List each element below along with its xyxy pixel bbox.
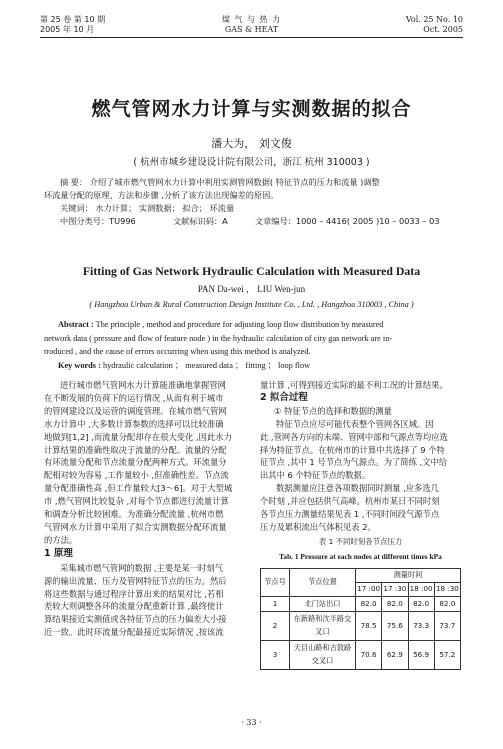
table-cell-value: 57.2 (434, 641, 460, 670)
text-line: 计算结果的准确性取决于流量的分配。流量的分配 (44, 444, 227, 455)
text-line: 地做到[1,2] ,而流量分配却存在很大变化 ,因此水力 (44, 431, 232, 442)
pressure-table (260, 568, 461, 670)
table-cell-value: 73.3 (408, 612, 434, 641)
table-header-time: 测量时间 (356, 568, 461, 582)
principle-paragraph (44, 562, 244, 639)
table-cell-node-loc: 北门站出口 (290, 596, 356, 612)
text-line: 差较大则调整各环的流量分配重新计算 ,最终使计 (44, 601, 224, 612)
table-cell-node-loc: 东新路和沈半路交叉口 (290, 612, 356, 641)
text-line: 采集城市燃气管网的数据 ,主要是某一时刻气 (60, 562, 223, 573)
keywords-en: hydraulic calculation ； measured data ； fitting ； loop flow (102, 360, 311, 370)
table-cell-node-loc: 天目山路和古敦路交叉口 (290, 641, 356, 670)
table-cell-value: 75.6 (382, 612, 408, 641)
text-line: 和调查分析比较困难。为准确分配流量 ,杭州市燃 (44, 509, 224, 520)
text-line: 进行城市燃气管网水力计算能准确地掌握管网 (60, 380, 226, 390)
text-line: 量分配准确性高 ,但工作量较大[3～6]。对于大型城 (44, 483, 233, 494)
table-cell-value: 78.5 (356, 612, 382, 641)
table-row (261, 641, 461, 670)
keywords-en-label: Key words : (58, 360, 101, 370)
text-line: 数据测量应注意各项数据同时测量 ,应多选几 (276, 483, 439, 494)
table-cell-value: 62.9 (382, 641, 408, 670)
class-number: 中图分类号：TU996 (60, 216, 136, 226)
table-time-cell: 17 :30 (382, 582, 408, 596)
table-time-cell: 18 :30 (434, 582, 460, 596)
table-cell-value: 73.7 (434, 612, 460, 641)
text-line: 各节点压力测量结果见表 1 ,不同时间段气源节点 (260, 509, 440, 520)
text-line: 择为特征节点。在杭州市的计算中共选择了 9 个特 (260, 444, 445, 455)
abstract-cn (44, 176, 468, 228)
table-cell-value: 82.0 (434, 596, 460, 612)
right-column (260, 379, 461, 670)
affiliation-cn: ( 杭州市城乡建设设计院有限公司，浙江 杭州 310003 ) (133, 157, 370, 168)
subsection-heading: ① 特征节点的选择和数据的测量 (274, 405, 392, 416)
table-row (261, 596, 461, 612)
authors-en: PAN Da-wei ， LIU Wen-jun (197, 284, 306, 294)
table-caption-cn: 表 1 不同时刻各节点压力 (318, 536, 403, 546)
table-cell-node-no: 3 (261, 641, 290, 670)
abstract-cn-line: 环流量分配的原理、方法和步骤 ,分析了该方法出现偏差的原因。 (44, 190, 279, 200)
abstract-en-line: The principle , method and procedure for adjusting loop flow distribution by measured (95, 320, 384, 329)
left-column (44, 379, 244, 639)
volume-cn: 第 25 卷 第 10 期 (40, 15, 106, 24)
classification-row (58, 215, 468, 228)
volume-en: Vol. 25 No. 10 (405, 15, 463, 24)
table-header-node-no: 节点号 (261, 568, 290, 596)
text-line: 个时刻 ,并应包括供气高峰。杭州市某日不同时刻 (260, 496, 440, 507)
paper-title-cn: 燃气管网水力计算与实测数据的拟合 (91, 98, 412, 120)
article-number: 文章编号：1000 – 4416( 2005 )10 – 0033 – 03 (254, 216, 440, 226)
table-caption-en: Tab. 1 Pressure at each nodes at different times kPa (279, 551, 442, 561)
table-time-cell: 17 :00 (356, 582, 382, 596)
paper-title-en: Fitting of Gas Network Hydraulic Calculation with Measured Data (82, 264, 421, 278)
date-cn: 2005 年 10 月 (40, 25, 95, 34)
date-en: Oct. 2005 (423, 25, 463, 34)
abstract-en-line: network data ( pressure and flow of feature node ) in the hydraulic calculation of city gas network are in- (44, 333, 393, 343)
abstract-en-label: Abstract : (58, 320, 94, 329)
text-line: 源的输出流量、压力及管网特征节点的压力。然后 (44, 575, 227, 586)
table-row (261, 612, 461, 641)
text-line: 近一致。此时环流量分配最接近实际情况 ,按该流 (44, 627, 224, 638)
table-cell-value: 82.0 (356, 596, 382, 612)
abstract-en-line: troduced , and the cause of errors occurring when using this method is analyzed. (44, 347, 311, 356)
section-1-heading: 1 原理 (44, 547, 73, 559)
document-code: 文献标识码：A (172, 216, 228, 226)
journal-en: GAS & HEAT (224, 25, 279, 34)
table-cell-value: 70.6 (356, 641, 382, 670)
text-line: 配相对较为容易 ,工作量较小 ,但准确性差。节点流 (44, 470, 229, 481)
table-cell-value: 82.0 (408, 596, 434, 612)
text-line: 压力及累积流出气体积见表 2。 (260, 521, 376, 532)
text-line: 量计算 ,可得到接近实际的最不利工况的计算结果。 (260, 380, 448, 390)
text-line: 出其中 6 个特征节点的数据。 (260, 470, 371, 481)
keywords-cn: 关键词： 水力计算； 实测数据； 拟合； 环流量 (60, 203, 235, 213)
table-cell-value: 82.0 (382, 596, 408, 612)
table-cell-node-no: 1 (261, 596, 290, 612)
page-number: · 33 · (241, 718, 262, 727)
text-line: 的管网建设以及运营的调度管理。在城市燃气管网 (44, 405, 227, 416)
text-line: 市 ,燃气管网比较复杂 ,对每个节点都进行流量计算 (44, 496, 229, 507)
text-line: 有环流量分配和节点流量分配两种方式。环流量分 (44, 457, 227, 468)
table-cell-value: 56.9 (408, 641, 434, 670)
journal-cn: 煤 气 与 热 力 (221, 15, 282, 24)
affiliation-en: ( Hangzhou Urban & Rural Construction Design Institute Co. , Ltd. , Hangzhou 310003 , China ) (89, 300, 414, 309)
text-line: 的方法。 (44, 534, 78, 545)
text-line: 在不断发展的负荷下的运行情况 ,从而有利于城市 (44, 392, 224, 403)
text-line: 此 ,管网各方向的末端、管网中部和气源点等均应选 (260, 431, 448, 442)
text-line: 气管网水力计算中采用了拟合实测数据分配环流量 (44, 521, 227, 532)
feature-node-paragraph (260, 418, 461, 483)
intro-paragraph (44, 379, 244, 547)
text-line: 征节点 ,其中 1 号节点为气源点。为了简练 ,文中给 (260, 457, 448, 468)
text-line: 水力计算中 ,大多数计算参数的选择可以比较准确 (44, 418, 224, 429)
text-line: 特征节点应尽可能代表整个管网各区域。因 (276, 418, 434, 429)
text-line: 将这些数据与通过程序计算出来的结果对比 ,若相 (44, 588, 224, 599)
header-rule (40, 37, 463, 38)
header-volume-en (406, 15, 463, 35)
authors-cn: 潘大为， 刘文俊 (211, 137, 292, 150)
measurement-paragraph (260, 482, 461, 534)
text-line: 算结果接近实测值或各特征节点的压力偏差大小接 (44, 614, 227, 625)
abstract-en (44, 318, 462, 372)
table-cell-node-no: 2 (261, 612, 290, 641)
abstract-cn-line: 摘 要： 介绍了城市燃气管网水力计算中利用实测管网数据( 特征节点的压力和流量 )调整 (60, 177, 380, 187)
table-header-node-loc: 节点位置 (290, 568, 356, 596)
section-2-heading: 2 拟合过程 (260, 391, 308, 403)
table-time-cell: 18 :00 (408, 582, 434, 596)
